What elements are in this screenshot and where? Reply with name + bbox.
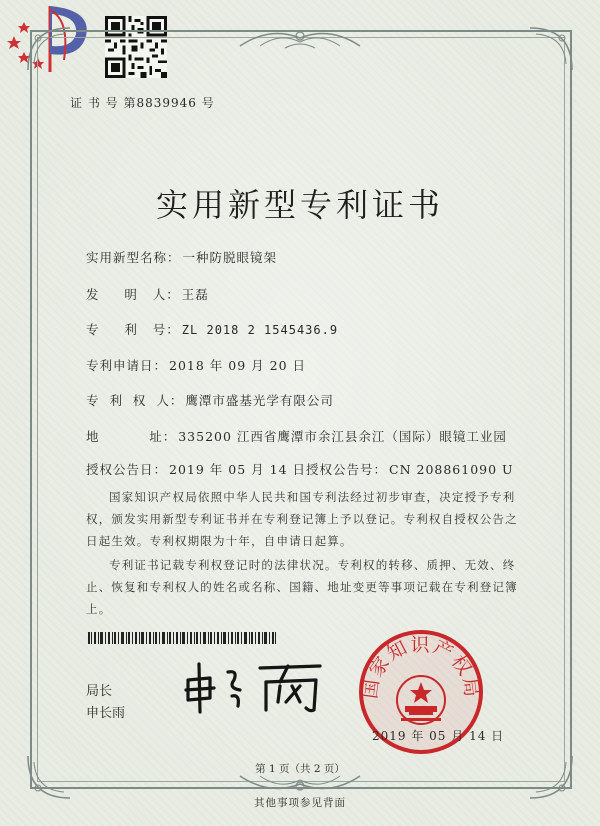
field-value: 2019 年 05 月 14 日	[169, 462, 307, 477]
certificate-number: 证 书 号 第8839946 号	[70, 96, 215, 110]
certificate-title: 实用新型专利证书	[155, 186, 444, 224]
field-label: 发 明 人：	[86, 287, 180, 302]
field-patentee	[86, 391, 334, 409]
field-label: 专利申请日：	[86, 358, 168, 373]
field-value: 王磊	[181, 287, 209, 302]
seal-text: 国家知识产权局	[360, 634, 482, 701]
legal-status-paragraph: 专利证书记载专利权登记时的法律状况。专利权的转移、质押、无效、终止、恢复和专利权人的姓名或名称、国籍、地址变更等事项记载在专利登记簿上。	[86, 558, 518, 616]
field-label: 专 利 权 人：	[86, 393, 184, 408]
field-patent-number	[86, 320, 338, 338]
field-inventor	[86, 285, 209, 303]
top-ornament	[230, 26, 370, 52]
handwritten-signature	[180, 660, 330, 716]
field-label: 实用新型名称：	[86, 250, 181, 265]
field-value: 2018 年 09 月 20 日	[169, 358, 307, 373]
seal-date: 2019 年 05 月 14 日	[372, 729, 505, 743]
barcode	[88, 632, 276, 644]
field-label: 专 利 号：	[86, 322, 180, 337]
field-value: 335200 江西省鹰潭市余江县余江（国际）眼镜工业园	[178, 429, 507, 444]
corner-ornament-top-right	[526, 24, 576, 74]
corner-ornament-top-left	[24, 24, 74, 74]
field-value: 一种防脱眼镜架	[182, 250, 278, 265]
field-value: 鹰潭市盛基光学有限公司	[185, 393, 334, 408]
legal-statement-paragraph: 国家知识产权局依照中华人民共和国专利法经过初步审查，决定授予专利权，颁发实用新型专利证书并在专利登记簿上予以登记。专利权自授权公告之日起生效。专利权期限为十年，自申请日起算。	[86, 490, 518, 548]
bureau-head-label: 局长	[86, 684, 113, 699]
footer-note: 其他事项参见背面	[254, 797, 346, 809]
field-grant-date	[86, 460, 306, 478]
field-address	[86, 427, 507, 445]
field-label: 授权公告号：	[306, 462, 388, 477]
field-value: CN 208861090 U	[389, 462, 514, 477]
bureau-head-name: 申长雨	[86, 706, 126, 721]
page-indicator: 第 1 页（共 2 页）	[255, 763, 345, 775]
field-utility-model-name	[86, 248, 277, 266]
field-value: ZL 2018 2 1545436.9	[181, 323, 339, 337]
field-grant-number	[306, 460, 514, 478]
field-label: 地 址：	[86, 429, 177, 444]
field-label: 授权公告日：	[86, 462, 168, 477]
field-application-date	[86, 356, 306, 374]
